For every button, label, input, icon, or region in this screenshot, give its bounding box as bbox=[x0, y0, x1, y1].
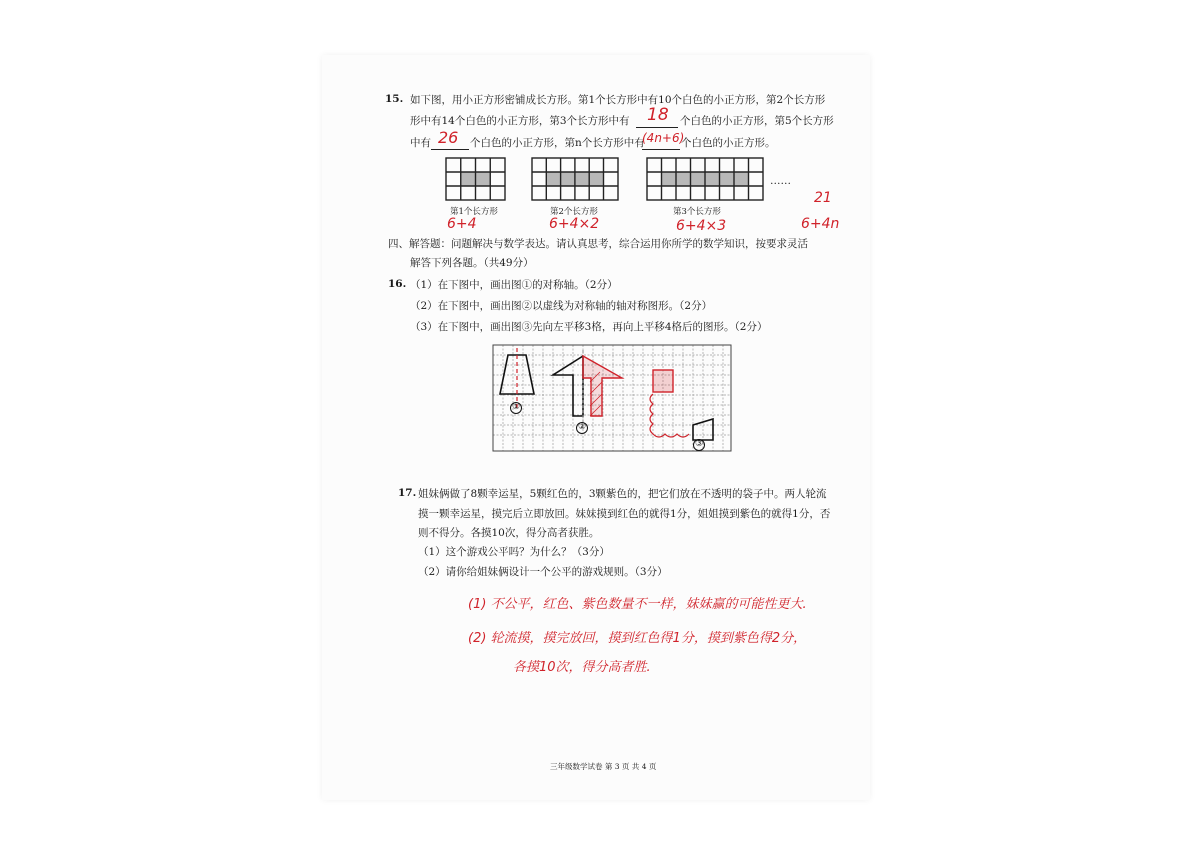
q17-answer-1: (1) 不公平，红色、紫色数量不一样，妹妹赢的可能性更大. bbox=[468, 597, 807, 612]
question-17-number: 17. bbox=[398, 487, 417, 499]
note-6-plus-4: 6+4 bbox=[447, 216, 477, 232]
caption-rectangle-3: 第3个长方形 bbox=[673, 207, 721, 217]
q15-line-3a: 中有 bbox=[410, 137, 431, 149]
question-16-number: 16. bbox=[388, 278, 407, 290]
caption-rectangle-2: 第2个长方形 bbox=[550, 207, 598, 217]
section-4-heading: 四、解答题：问题解决与数学表达。请认真思考，综合运用你所学的数学知识，按要求灵活 bbox=[388, 238, 808, 250]
note-6-plus-4n: 6+4n bbox=[801, 216, 840, 232]
section-4-subheading: 解答下列各题。（共49分） bbox=[410, 257, 534, 269]
q17-part-1: （1）这个游戏公平吗？为什么？（3分） bbox=[418, 546, 610, 558]
q15-line-2b: 个白色的小正方形，第5个长方形 bbox=[680, 115, 834, 127]
q15-line-3b: 个白色的小正方形，第n个长方形中有 bbox=[470, 137, 645, 149]
q16-grid-figure bbox=[490, 342, 735, 454]
question-15-number: 15. bbox=[385, 93, 404, 105]
q15-answer-3: (4n+6) bbox=[642, 131, 685, 145]
rectangle-1-figure bbox=[445, 157, 507, 201]
note-6-plus-4x3: 6+4×3 bbox=[676, 218, 727, 234]
q15-line-1: 如下图，用小正方形密铺成长方形。第1个长方形中有10个白色的小正方形，第2个长方形 bbox=[410, 94, 826, 106]
rectangle-3-figure bbox=[646, 157, 764, 201]
q15-answer-2: 26 bbox=[438, 128, 459, 147]
q15-line-2a: 形中有14个白色的小正方形，第3个长方形中有 bbox=[410, 115, 630, 127]
q16-item-3: （3）在下图中，画出图③先向左平移3格，再向上平移4格后的图形。（2分） bbox=[410, 321, 768, 333]
q15-answer-1: 18 bbox=[647, 105, 669, 125]
q15-ellipsis: …… bbox=[770, 175, 791, 187]
caption-rectangle-1: 第1个长方形 bbox=[450, 207, 498, 217]
q16-item-1: （1）在下图中，画出图①的对称轴。（2分） bbox=[410, 279, 618, 291]
q17-line-3: 则不得分。各摸10次，得分高者获胜。 bbox=[418, 527, 600, 539]
figure-label-3: ③ bbox=[695, 439, 704, 449]
q17-answer-2-line-1: (2) 轮流摸，摸完放回，摸到红色得1分，摸到紫色得2分， bbox=[468, 631, 807, 646]
q17-part-2: （2）请你给姐妹俩设计一个公平的游戏规则。（3分） bbox=[418, 566, 668, 578]
rectangle-2-figure bbox=[531, 157, 619, 201]
page-footer: 三年级数学试卷 第 3 页 共 4 页 bbox=[550, 762, 657, 771]
note-21: 21 bbox=[814, 190, 832, 206]
q17-line-2: 摸一颗幸运星，摸完后立即放回。妹妹摸到红色的就得1分，姐姐摸到紫色的就得1分，否 bbox=[418, 508, 831, 520]
q15-line-3c: 个白色的小正方形。 bbox=[681, 137, 776, 149]
note-6-plus-4x2: 6+4×2 bbox=[549, 216, 600, 232]
q17-line-1: 姐妹俩做了8颗幸运星，5颗红色的，3颗紫色的，把它们放在不透明的袋子中。两人轮流 bbox=[418, 488, 827, 500]
figure-label-1: ① bbox=[512, 402, 521, 412]
q16-item-2: （2）在下图中，画出图②以虚线为对称轴的轴对称图形。（2分） bbox=[410, 300, 713, 312]
figure-label-2: ② bbox=[578, 422, 587, 432]
q17-answer-2-line-2: 各摸10次，得分高者胜. bbox=[513, 660, 651, 675]
